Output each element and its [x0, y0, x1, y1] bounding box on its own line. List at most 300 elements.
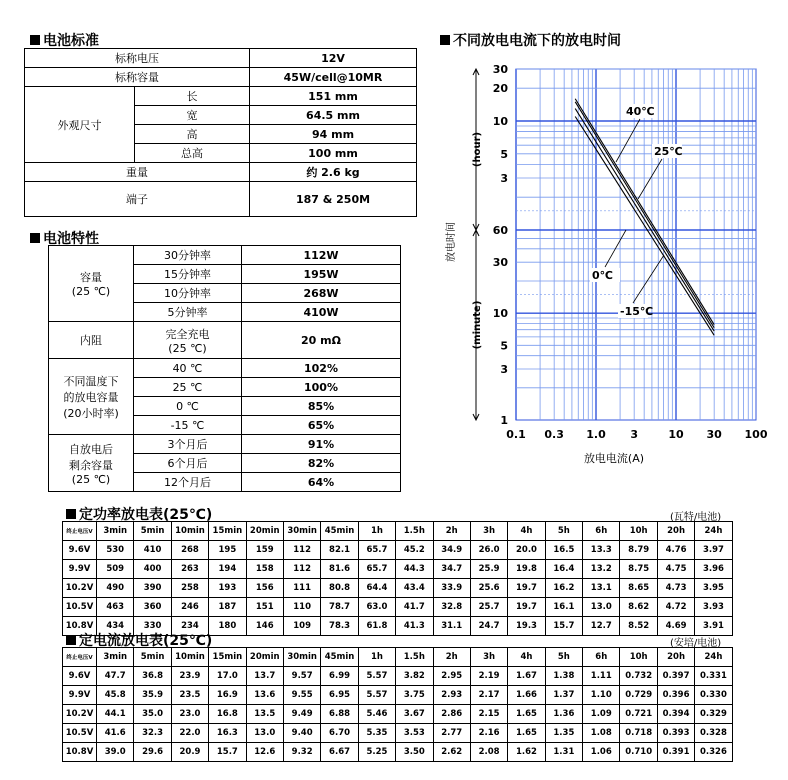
table-cell: 34.9	[433, 541, 470, 560]
table-cell: 3.67	[396, 705, 433, 724]
table-cell: 23.0	[171, 705, 208, 724]
table-cell: 146	[246, 617, 283, 636]
column-header: 1.5h	[396, 648, 433, 667]
table-cell: 80.8	[321, 579, 358, 598]
table-cell: 1.67	[508, 667, 545, 686]
nominal-voltage-value: 12V	[250, 49, 417, 68]
row-voltage: 10.2V	[63, 579, 97, 598]
column-header: 20min	[246, 648, 283, 667]
table-cell: 434	[97, 617, 134, 636]
series-label: 25℃	[654, 145, 683, 158]
table-cell: 187	[209, 598, 246, 617]
table-cell: 13.6	[246, 686, 283, 705]
spec-section-title: 电池标准	[30, 30, 99, 50]
table-cell: 2.15	[470, 705, 507, 724]
column-header: 10h	[620, 522, 657, 541]
table-cell: 1.65	[508, 705, 545, 724]
table-row	[63, 705, 733, 724]
table-cell: 1.06	[583, 743, 620, 762]
y-tick-label: 20	[492, 82, 508, 96]
table-cell: 61.8	[358, 617, 395, 636]
column-header: 6h	[583, 522, 620, 541]
square-bullet-icon	[30, 233, 40, 243]
length-label: 长	[135, 87, 250, 106]
table-cell: 0.710	[620, 743, 657, 762]
table-cell: 8.65	[620, 579, 657, 598]
table-cell: 4.73	[657, 579, 694, 598]
table-row	[25, 182, 417, 217]
table-cell: 81.6	[321, 560, 358, 579]
table-cell: 1.36	[545, 705, 582, 724]
table-row	[49, 246, 401, 265]
table-cell: 19.3	[508, 617, 545, 636]
self-discharge-value: 82%	[242, 454, 401, 473]
table-cell: 330	[134, 617, 171, 636]
capacity-value: 410W	[242, 303, 401, 322]
table-cell: 45.8	[97, 686, 134, 705]
x-tick-label: 1.0	[586, 428, 606, 441]
table-cell: 13.7	[246, 667, 283, 686]
table-cell: 0.326	[695, 743, 732, 762]
table-cell: 24.7	[470, 617, 507, 636]
table-cell: 44.3	[396, 560, 433, 579]
table-cell: 4.76	[657, 541, 694, 560]
column-header: 45min	[321, 648, 358, 667]
table-cell: 5.46	[358, 705, 395, 724]
table-cell: 63.0	[358, 598, 395, 617]
characteristics-table	[48, 245, 401, 492]
temp-label: 0 ℃	[134, 397, 242, 416]
column-header: 45min	[321, 522, 358, 541]
table-cell: 16.9	[209, 686, 246, 705]
column-header: 5min	[134, 522, 171, 541]
table-cell: 23.5	[171, 686, 208, 705]
x-axis-label: 放电电流(A)	[583, 452, 645, 465]
table-cell: 8.75	[620, 560, 657, 579]
temp-label: -15 ℃	[134, 416, 242, 435]
table-cell: 16.2	[545, 579, 582, 598]
table-cell: 410	[134, 541, 171, 560]
table-cell: 32.8	[433, 598, 470, 617]
y-tick-label: 3	[500, 171, 508, 185]
temp-value: 85%	[242, 397, 401, 416]
table-cell: 194	[209, 560, 246, 579]
y-tick-label: 5	[500, 147, 508, 161]
column-header: 6h	[583, 648, 620, 667]
table-cell: 4.72	[657, 598, 694, 617]
table-cell: 268	[171, 541, 208, 560]
column-header: 20h	[657, 522, 694, 541]
table-cell: 158	[246, 560, 283, 579]
resistance-condition: 完全充电 (25 ℃)	[134, 322, 242, 359]
series-label: 40℃	[626, 105, 655, 118]
table-cell: 19.7	[508, 579, 545, 598]
table-cell: 9.32	[283, 743, 320, 762]
table-cell: 13.2	[583, 560, 620, 579]
table-row	[49, 359, 401, 378]
nominal-voltage-label: 标称电压	[25, 49, 250, 68]
temp-value: 65%	[242, 416, 401, 435]
series-label: -15℃	[620, 305, 654, 318]
column-header: 3h	[470, 648, 507, 667]
square-bullet-icon	[440, 35, 450, 45]
period-label: 12个月后	[134, 473, 242, 492]
y-tick-label: 10	[492, 115, 508, 129]
column-header: 15min	[209, 648, 246, 667]
table-cell: 1.35	[545, 724, 582, 743]
table-cell: 1.66	[508, 686, 545, 705]
column-header: 10h	[620, 648, 657, 667]
table-row	[63, 686, 733, 705]
table-cell: 0.721	[620, 705, 657, 724]
current-table	[62, 647, 733, 762]
terminal-label: 端子	[25, 182, 250, 217]
table-cell: 8.52	[620, 617, 657, 636]
weight-value: 约 2.6 kg	[250, 163, 417, 182]
period-label: 6个月后	[134, 454, 242, 473]
table-cell: 20.9	[171, 743, 208, 762]
table-cell: 15.7	[545, 617, 582, 636]
x-tick-label: 100	[744, 428, 768, 441]
table-cell: 3.91	[695, 617, 732, 636]
y-axis-hour-label: (hour)	[472, 131, 483, 168]
column-header: 30min	[283, 648, 320, 667]
table-cell: 9.55	[283, 686, 320, 705]
table-cell: 26.0	[470, 541, 507, 560]
table-cell: 5.25	[358, 743, 395, 762]
table-cell: 12.6	[246, 743, 283, 762]
column-header: 5min	[134, 648, 171, 667]
table-cell: 1.38	[545, 667, 582, 686]
table-cell: 0.397	[657, 667, 694, 686]
width-label: 宽	[135, 106, 250, 125]
table-row	[49, 435, 401, 454]
row-voltage: 10.8V	[63, 743, 97, 762]
table-cell: 5.57	[358, 686, 395, 705]
row-voltage: 9.9V	[63, 686, 97, 705]
table-cell: 16.3	[209, 724, 246, 743]
square-bullet-icon	[66, 635, 76, 645]
table-cell: 16.5	[545, 541, 582, 560]
column-header: 3min	[97, 522, 134, 541]
table-cell: 2.08	[470, 743, 507, 762]
column-header: 30min	[283, 522, 320, 541]
table-cell: 78.3	[321, 617, 358, 636]
y-tick-label: 1	[500, 414, 508, 427]
table-cell: 1.65	[508, 724, 545, 743]
table-cell: 29.6	[134, 743, 171, 762]
table-cell: 112	[283, 560, 320, 579]
height-value: 94 mm	[250, 125, 417, 144]
table-row	[25, 163, 417, 182]
table-cell: 25.9	[470, 560, 507, 579]
column-header: 4h	[508, 648, 545, 667]
table-cell: 509	[97, 560, 134, 579]
table-cell: 45.2	[396, 541, 433, 560]
x-tick-label: 0.1	[506, 428, 526, 441]
x-tick-label: 0.3	[544, 428, 564, 441]
y-tick-label: 60	[492, 224, 508, 237]
table-cell: 2.62	[433, 743, 470, 762]
table-cell: 246	[171, 598, 208, 617]
table-row	[25, 87, 417, 106]
table-cell: 25.6	[470, 579, 507, 598]
table-cell: 0.396	[657, 686, 694, 705]
current-table-title: 定电流放电表(25℃)	[66, 630, 212, 650]
table-cell: 41.7	[396, 598, 433, 617]
table-cell: 3.93	[695, 598, 732, 617]
rate-label: 30分钟率	[134, 246, 242, 265]
table-cell: 16.1	[545, 598, 582, 617]
table-cell: 0.718	[620, 724, 657, 743]
column-header: 2h	[433, 648, 470, 667]
table-cell: 13.5	[246, 705, 283, 724]
table-cell: 13.3	[583, 541, 620, 560]
nominal-capacity-label: 标称容量	[25, 68, 250, 87]
nominal-capacity-value: 45W/cell@10MR	[250, 68, 417, 87]
table-cell: 0.328	[695, 724, 732, 743]
column-header: 2h	[433, 522, 470, 541]
temp-value: 100%	[242, 378, 401, 397]
table-cell: 112	[283, 541, 320, 560]
table-cell: 12.7	[583, 617, 620, 636]
table-cell: 33.9	[433, 579, 470, 598]
table-cell: 39.0	[97, 743, 134, 762]
self-discharge-label: 自放电后 剩余容量 (25 ℃)	[49, 435, 134, 492]
table-row	[63, 541, 733, 560]
self-discharge-value: 64%	[242, 473, 401, 492]
table-cell: 0.393	[657, 724, 694, 743]
temp-capacity-label: 不同温度下 的放电容量 (20小时率)	[49, 359, 134, 435]
row-voltage: 10.8V	[63, 617, 97, 636]
table-cell: 3.50	[396, 743, 433, 762]
table-cell: 3.95	[695, 579, 732, 598]
table-cell: 2.17	[470, 686, 507, 705]
table-cell: 43.4	[396, 579, 433, 598]
length-value: 151 mm	[250, 87, 417, 106]
table-row	[49, 322, 401, 359]
table-row	[63, 743, 733, 762]
table-cell: 78.7	[321, 598, 358, 617]
table-cell: 9.57	[283, 667, 320, 686]
table-cell: 41.6	[97, 724, 134, 743]
table-cell: 0.331	[695, 667, 732, 686]
table-cell: 16.8	[209, 705, 246, 724]
table-cell: 47.7	[97, 667, 134, 686]
height-label: 高	[135, 125, 250, 144]
row-voltage: 10.2V	[63, 705, 97, 724]
table-cell: 23.9	[171, 667, 208, 686]
width-value: 64.5 mm	[250, 106, 417, 125]
table-cell: 180	[209, 617, 246, 636]
table-cell: 65.7	[358, 541, 395, 560]
table-cell: 3.96	[695, 560, 732, 579]
temp-value: 102%	[242, 359, 401, 378]
row-voltage: 9.6V	[63, 541, 97, 560]
capacity-value: 112W	[242, 246, 401, 265]
temp-label: 25 ℃	[134, 378, 242, 397]
y-tick-label: 30	[492, 256, 508, 270]
capacity-label: 容量 (25 ℃)	[49, 246, 134, 322]
rate-label: 10分钟率	[134, 284, 242, 303]
series-label: 0℃	[592, 269, 613, 282]
table-header-row	[63, 648, 733, 667]
capacity-value: 195W	[242, 265, 401, 284]
column-header: 3min	[97, 648, 134, 667]
table-row	[63, 579, 733, 598]
table-cell: 6.67	[321, 743, 358, 762]
rate-label: 5分钟率	[134, 303, 242, 322]
table-cell: 65.7	[358, 560, 395, 579]
spec-table	[24, 48, 417, 217]
column-header: 5h	[545, 648, 582, 667]
resistance-label: 内阻	[49, 322, 134, 359]
table-cell: 0.330	[695, 686, 732, 705]
table-cell: 9.40	[283, 724, 320, 743]
table-row	[63, 560, 733, 579]
column-header: 20min	[246, 522, 283, 541]
table-cell: 159	[246, 541, 283, 560]
column-header: 20h	[657, 648, 694, 667]
corner-header: 终止电压V	[63, 522, 97, 541]
total-height-value: 100 mm	[250, 144, 417, 163]
column-header: 1h	[358, 648, 395, 667]
table-cell: 25.7	[470, 598, 507, 617]
table-cell: 1.62	[508, 743, 545, 762]
y-tick-label: 5	[500, 339, 508, 353]
table-cell: 13.1	[583, 579, 620, 598]
square-bullet-icon	[66, 509, 76, 519]
table-cell: 0.394	[657, 705, 694, 724]
column-header: 10min	[171, 648, 208, 667]
table-cell: 6.70	[321, 724, 358, 743]
table-cell: 9.49	[283, 705, 320, 724]
column-header: 24h	[695, 522, 732, 541]
column-header: 15min	[209, 522, 246, 541]
table-cell: 5.57	[358, 667, 395, 686]
table-cell: 263	[171, 560, 208, 579]
table-cell: 44.1	[97, 705, 134, 724]
table-cell: 3.53	[396, 724, 433, 743]
row-voltage: 10.5V	[63, 598, 97, 617]
table-header-row	[63, 522, 733, 541]
table-cell: 1.37	[545, 686, 582, 705]
table-cell: 2.86	[433, 705, 470, 724]
characteristics-section-title: 电池特性	[30, 228, 99, 248]
x-tick-label: 10	[668, 428, 684, 441]
table-cell: 19.8	[508, 560, 545, 579]
y-tick-label: 10	[492, 307, 508, 321]
table-cell: 2.93	[433, 686, 470, 705]
x-tick-label: 3	[630, 428, 638, 441]
y-tick-label: 30	[492, 63, 508, 76]
weight-label: 重量	[25, 163, 250, 182]
table-cell: 2.16	[470, 724, 507, 743]
table-cell: 530	[97, 541, 134, 560]
table-cell: 1.10	[583, 686, 620, 705]
table-cell: 13.0	[583, 598, 620, 617]
table-cell: 1.08	[583, 724, 620, 743]
table-cell: 110	[283, 598, 320, 617]
power-table-unit: (瓦特/电池)	[670, 512, 722, 523]
table-cell: 31.1	[433, 617, 470, 636]
table-cell: 258	[171, 579, 208, 598]
table-cell: 490	[97, 579, 134, 598]
table-cell: 8.79	[620, 541, 657, 560]
table-cell: 22.0	[171, 724, 208, 743]
table-cell: 0.732	[620, 667, 657, 686]
table-row	[63, 724, 733, 743]
temp-label: 40 ℃	[134, 359, 242, 378]
y-axis-label: 放电时间	[446, 222, 457, 262]
table-cell: 2.95	[433, 667, 470, 686]
table-cell: 82.1	[321, 541, 358, 560]
table-cell: 8.62	[620, 598, 657, 617]
total-height-label: 总高	[135, 144, 250, 163]
y-tick-label: 3	[500, 363, 508, 377]
table-cell: 0.329	[695, 705, 732, 724]
table-cell: 360	[134, 598, 171, 617]
corner-header: 终止电压V	[63, 648, 97, 667]
table-cell: 4.75	[657, 560, 694, 579]
column-header: 4h	[508, 522, 545, 541]
dimensions-label: 外观尺寸	[25, 87, 135, 163]
row-voltage: 10.5V	[63, 724, 97, 743]
column-header: 10min	[171, 522, 208, 541]
capacity-value: 268W	[242, 284, 401, 303]
table-cell: 463	[97, 598, 134, 617]
table-cell: 16.4	[545, 560, 582, 579]
table-cell: 156	[246, 579, 283, 598]
table-cell: 0.391	[657, 743, 694, 762]
square-bullet-icon	[30, 35, 40, 45]
column-header: 5h	[545, 522, 582, 541]
power-table-title: 定功率放电表(25℃)	[66, 504, 212, 524]
column-header: 1.5h	[396, 522, 433, 541]
row-voltage: 9.6V	[63, 667, 97, 686]
table-cell: 36.8	[134, 667, 171, 686]
table-cell: 234	[171, 617, 208, 636]
table-cell: 32.3	[134, 724, 171, 743]
table-cell: 64.4	[358, 579, 395, 598]
table-cell: 6.95	[321, 686, 358, 705]
discharge-time-chart	[430, 55, 780, 475]
table-cell: 0.729	[620, 686, 657, 705]
row-voltage: 9.9V	[63, 560, 97, 579]
column-header: 3h	[470, 522, 507, 541]
y-axis-minute-label: (minute)	[472, 300, 483, 350]
table-cell: 3.97	[695, 541, 732, 560]
table-cell: 390	[134, 579, 171, 598]
table-cell: 6.99	[321, 667, 358, 686]
table-cell: 4.69	[657, 617, 694, 636]
terminal-value: 187 & 250M	[250, 182, 417, 217]
table-row	[63, 598, 733, 617]
chart-section-title: 不同放电电流下的放电时间	[440, 30, 621, 50]
table-cell: 193	[209, 579, 246, 598]
table-cell: 109	[283, 617, 320, 636]
table-cell: 2.77	[433, 724, 470, 743]
power-table	[62, 521, 733, 636]
table-cell: 400	[134, 560, 171, 579]
rate-label: 15分钟率	[134, 265, 242, 284]
table-row	[25, 49, 417, 68]
table-cell: 17.0	[209, 667, 246, 686]
table-cell: 3.75	[396, 686, 433, 705]
table-cell: 195	[209, 541, 246, 560]
table-cell: 35.0	[134, 705, 171, 724]
table-cell: 151	[246, 598, 283, 617]
